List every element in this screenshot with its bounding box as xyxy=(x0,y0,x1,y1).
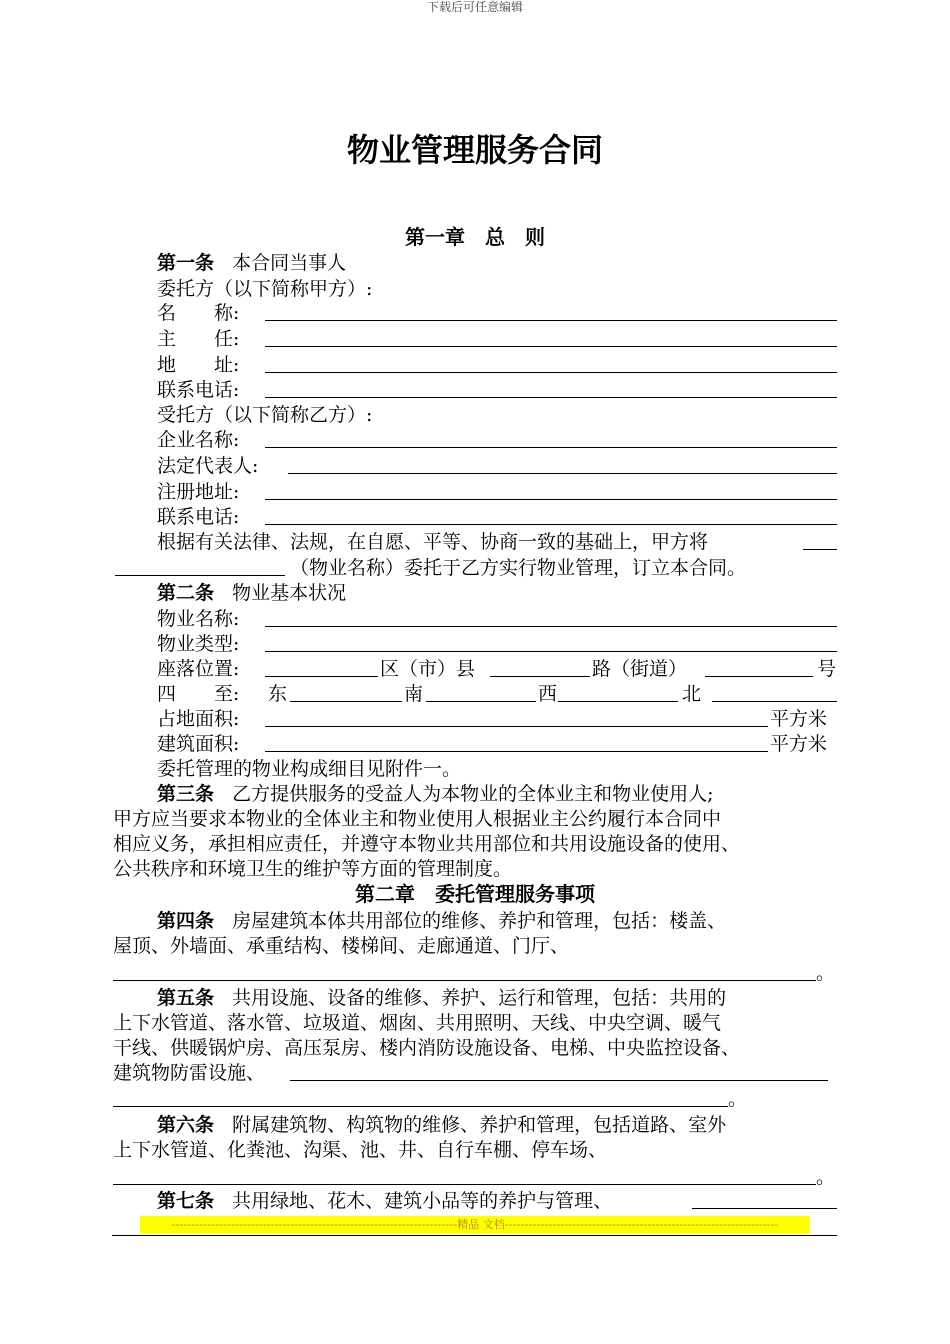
basis-line-1: 根据有关法律、法规，在自愿、平等、协商一致的基础上，甲方将 xyxy=(157,531,709,553)
party-b-rep-label: 法定代表人: xyxy=(157,455,259,477)
south-text: 南 xyxy=(404,683,424,705)
party-b-rep-field[interactable] xyxy=(288,473,837,474)
party-a-name-field[interactable] xyxy=(265,320,837,321)
party-b-company-label: 企业名称: xyxy=(157,429,240,451)
article-3-text-1: 乙方提供服务的受益人为本物业的全体业主和物业使用人; xyxy=(232,783,714,805)
article-4-text-1: 房屋建筑本体共用部位的维修、养护和管理，包括：楼盖、 xyxy=(232,910,727,932)
article-5-line-2: 上下水管道、落水管、垃圾道、烟囱、共用照明、天线、中央空调、暖气 xyxy=(113,1012,722,1034)
article-6-label: 第六条 xyxy=(157,1114,215,1136)
basis-blank-1[interactable] xyxy=(803,549,837,550)
article-5-text-1: 共用设施、设备的维修、养护、运行和管理，包括：共用的 xyxy=(232,987,727,1009)
article-5-period: 。 xyxy=(728,1088,748,1110)
article-1-text: 本合同当事人 xyxy=(232,252,347,274)
article-6-line-2: 上下水管道、化粪池、沟渠、池、井、自行车棚、停车场、 xyxy=(113,1139,608,1161)
article-1 xyxy=(157,250,346,276)
party-b-regaddr-label: 注册地址: xyxy=(157,481,240,503)
page-header: 下载后可任意编辑 xyxy=(426,0,523,14)
property-name-label: 物业名称: xyxy=(157,608,240,630)
article-4-blank[interactable] xyxy=(113,980,816,981)
north-text: 北 xyxy=(682,683,702,705)
party-a-head-field[interactable] xyxy=(265,346,837,347)
party-a-address-label: 地 址: xyxy=(157,354,240,376)
south-field[interactable] xyxy=(426,701,536,702)
west-text: 西 xyxy=(538,683,558,705)
location-number-field[interactable] xyxy=(705,676,813,677)
party-a-head-label: 主 任: xyxy=(157,328,240,350)
property-type-label: 物业类型: xyxy=(157,633,240,655)
property-name-field[interactable] xyxy=(265,626,837,627)
document-title: 物业管理服务合同 xyxy=(346,131,603,169)
article-6-period: 。 xyxy=(816,1166,836,1188)
land-area-unit: 平方米 xyxy=(770,708,828,730)
article-7-blank[interactable] xyxy=(692,1208,837,1209)
article-3-line-1 xyxy=(157,781,714,807)
location-district-text: 区（市）县 xyxy=(380,658,476,680)
building-area-unit: 平方米 xyxy=(770,733,828,755)
annex-note: 委托管理的物业构成细目见附件一。 xyxy=(157,758,462,780)
party-b-phone-label: 联系电话: xyxy=(157,506,240,528)
article-4-line-1 xyxy=(157,908,726,934)
article-1-label: 第一条 xyxy=(157,252,215,274)
location-road-field[interactable] xyxy=(490,676,590,677)
article-3-line-3: 相应义务，承担相应责任，并遵守本物业共用部位和共用设施设备的使用、 xyxy=(113,833,741,855)
article-4-label: 第四条 xyxy=(157,910,215,932)
west-field[interactable] xyxy=(558,701,678,702)
article-5-line-3: 干线、供暖锅炉房、高压泵房、楼内消防设施设备、电梯、中央监控设备、 xyxy=(113,1037,741,1059)
article-6-blank[interactable] xyxy=(113,1184,816,1185)
chapter-1-heading: 第一章 总 则 xyxy=(405,225,545,249)
article-5-line-4: 建筑物防雷设施、 xyxy=(113,1062,266,1084)
article-7-label: 第七条 xyxy=(157,1190,215,1212)
article-7-line-1 xyxy=(157,1188,612,1214)
location-road-text: 路（街道） xyxy=(592,658,688,680)
party-b-regaddr-field[interactable] xyxy=(265,499,837,500)
property-type-field[interactable] xyxy=(265,651,837,652)
article-2-text: 物业基本状况 xyxy=(232,582,347,604)
boundaries-label: 四 至: xyxy=(157,683,240,705)
article-5-blank-2[interactable] xyxy=(113,1106,728,1107)
party-a-heading: 委托方（以下简称甲方）: xyxy=(157,278,373,300)
article-5-blank-1[interactable] xyxy=(290,1080,828,1081)
article-7-text-1: 共用绿地、花木、建筑小品等的养护与管理、 xyxy=(232,1190,613,1212)
party-b-company-field[interactable] xyxy=(265,447,837,448)
party-b-heading: 受托方（以下简称乙方）: xyxy=(157,404,373,426)
land-area-field[interactable] xyxy=(265,726,768,727)
party-a-phone-field[interactable] xyxy=(265,397,837,398)
footer-rule xyxy=(112,1235,837,1236)
location-district-field[interactable] xyxy=(265,676,378,677)
article-6-line-1 xyxy=(157,1112,726,1138)
chapter-2-heading: 第二章 委托管理服务事项 xyxy=(355,882,595,906)
article-2 xyxy=(157,580,346,606)
article-5-label: 第五条 xyxy=(157,987,215,1009)
north-field[interactable] xyxy=(712,701,837,702)
article-4-period: 。 xyxy=(816,962,836,984)
article-3-line-2: 甲方应当要求本物业的全体业主和物业使用人根据业主公约履行本合同中 xyxy=(113,808,722,830)
east-field[interactable] xyxy=(290,701,402,702)
property-location-label: 座落位置: xyxy=(157,658,240,680)
basis-blank-2[interactable] xyxy=(115,575,285,576)
basis-line-2: （物业名称）委托于乙方实行物业管理，订立本合同。 xyxy=(290,557,747,579)
east-text: 东 xyxy=(268,683,288,705)
footer-banner: ------------------------------------------------------------------------精品 文档--------------------------------------------------------------------- xyxy=(140,1216,810,1233)
building-area-label: 建筑面积: xyxy=(157,733,240,755)
article-4-line-2: 屋顶、外墙面、承重结构、楼梯间、走廊通道、门厅、 xyxy=(113,935,570,957)
party-b-phone-field[interactable] xyxy=(265,524,837,525)
party-a-address-field[interactable] xyxy=(265,372,837,373)
party-a-name-label: 名 称: xyxy=(157,302,240,324)
article-6-text-1: 附属建筑物、构筑物的维修、养护和管理，包括道路、室外 xyxy=(232,1114,727,1136)
article-3-label: 第三条 xyxy=(157,783,215,805)
building-area-field[interactable] xyxy=(265,751,768,752)
party-a-phone-label: 联系电话: xyxy=(157,379,240,401)
article-2-label: 第二条 xyxy=(157,582,215,604)
location-number-text: 号 xyxy=(817,658,837,680)
article-5-line-1 xyxy=(157,985,726,1011)
land-area-label: 占地面积: xyxy=(157,708,240,730)
article-3-line-4: 公共秩序和环境卫生的维护等方面的管理制度。 xyxy=(113,858,513,880)
